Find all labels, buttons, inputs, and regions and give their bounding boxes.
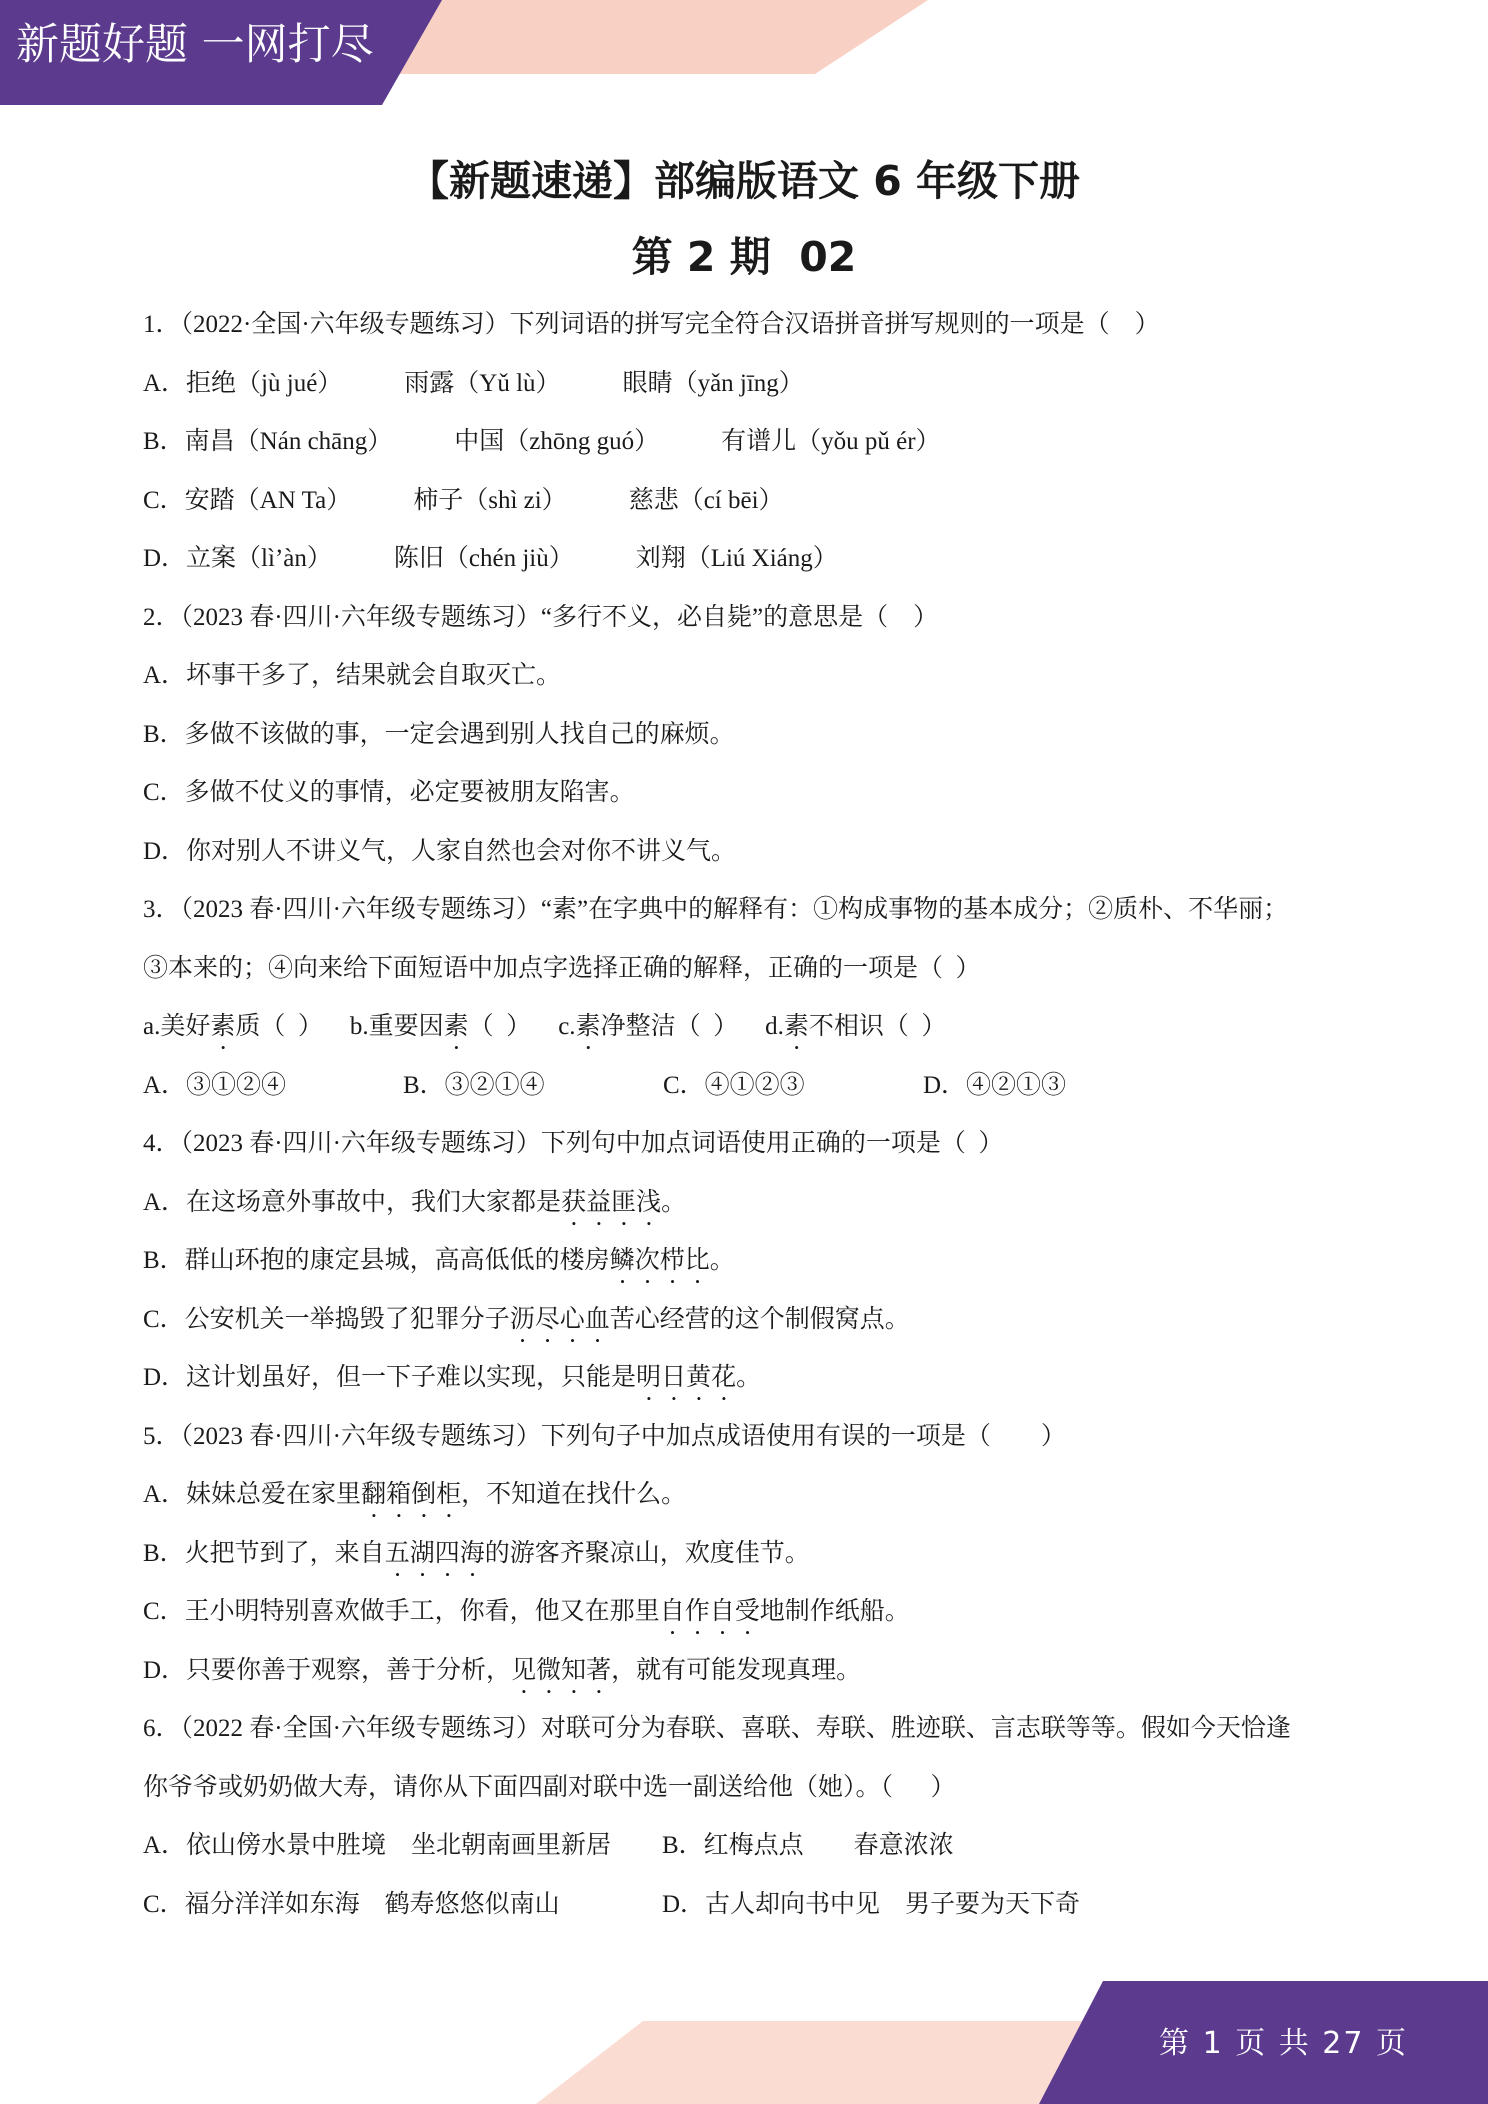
emphasized-phrase: 沥尽心血 <box>509 1305 610 1333</box>
header-pink-band <box>380 0 928 74</box>
phrase-text: d. <box>765 1013 784 1040</box>
q5-option-b <box>143 1525 1373 1584</box>
emphasized-char: 素 <box>210 1013 236 1040</box>
emphasized-phrase: 获益匪浅 <box>561 1188 662 1216</box>
phrase-item <box>558 998 738 1057</box>
q5-stem: 5．（2023 春·四川·六年级专题练习）下列句子中加点成语使用有误的一项是（ ） <box>143 1422 1066 1450</box>
q2-option-b: B．多做不该做的事，一定会遇到别人找自己的麻烦。 <box>143 720 735 748</box>
q6-options-ab <box>143 1817 1373 1876</box>
option-text-tail: 的游客齐聚凉山，欢度佳节。 <box>484 1539 810 1567</box>
q3-phrases <box>143 998 1373 1057</box>
q2-option-d: D．你对别人不讲义气，人家自然也会对你不讲义气。 <box>143 837 737 865</box>
q2-option-a: A．坏事干多了，结果就会自取灭亡。 <box>143 662 562 689</box>
emphasized-phrase: 五湖四海 <box>384 1539 485 1567</box>
emphasized-phrase: 自作自受 <box>659 1598 760 1625</box>
q4-option-a <box>143 1174 1373 1233</box>
option-item: 慈悲（cí bēi） <box>628 486 784 514</box>
q4-option-c <box>143 1291 1373 1350</box>
option-text: D．这计划虽好，但一下子难以实现，只能是 <box>143 1364 637 1391</box>
option-item: 刘翔（Liú Xiáng） <box>635 545 838 572</box>
phrase-text-tail: 不相识（ ） <box>808 1013 947 1040</box>
option-text: C．公安机关一举捣毁了犯罪分子 <box>143 1305 510 1333</box>
q5-option-a <box>143 1466 1373 1525</box>
option-item: 中国（zhōng guó） <box>454 428 660 455</box>
document-subtitle: 第 2 期 02 <box>631 233 857 281</box>
phrase-item <box>765 998 946 1057</box>
phrase-text: b.重要因 <box>349 1013 444 1040</box>
q1-stem: 1．（2022·全国·六年级专题练习）下列词语的拼写完全符合汉语拼音拼写规则的一项是（ ） <box>143 311 1160 338</box>
q3-option-b: B．③②①④ <box>403 1071 545 1099</box>
option-item: A．拒绝（jù jué） <box>143 369 343 397</box>
emphasized-char: 素 <box>575 1013 601 1040</box>
option-text: A．妹妹总爱在家里 <box>143 1481 362 1508</box>
option-text: A．在这场意外事故中，我们大家都是 <box>143 1188 562 1216</box>
emphasized-phrase: 翻箱倒柜 <box>361 1481 462 1508</box>
q6-option-c: C．福分洋洋如东海 鹤寿悠悠似南山 <box>143 1890 560 1918</box>
q6-options-cd <box>143 1876 1373 1935</box>
q4-option-d <box>143 1349 1373 1408</box>
document-title: 【新题速递】部编版语文 6 年级下册 <box>407 157 1081 205</box>
option-item: D．立案（lì’àn） <box>143 545 332 572</box>
q1-option-d <box>143 530 1373 589</box>
q1-option-a <box>143 355 1373 414</box>
phrase-text-tail: 质（ ） <box>235 1013 323 1040</box>
option-item: 柿子（shì zi） <box>413 486 567 514</box>
q2-option-c: C．多做不仗义的事情，必定要被朋友陷害。 <box>143 779 635 806</box>
option-item: 陈旧（chén jiù） <box>393 545 574 572</box>
q2-stem: 2．（2023 春·四川·六年级专题练习）“多行不义，必自毙”的意思是（ ） <box>143 603 939 631</box>
question-list <box>143 296 1373 1934</box>
option-text: C．王小明特别喜欢做手工，你看，他又在那里 <box>143 1598 660 1625</box>
footer-pink-band <box>536 2021 1113 2104</box>
q6-stem-line-1: 6．（2022 春·全国·六年级专题练习）对联可分为春联、喜联、寿联、胜迹联、言志联等等。假如今天恰逢 <box>143 1715 1291 1742</box>
option-text: D．只要你善于观察，善于分析， <box>143 1656 512 1684</box>
q5-option-d <box>143 1642 1373 1701</box>
q3-option-d: D．④②①③ <box>923 1071 1067 1099</box>
emphasized-phrase: 见微知著 <box>511 1656 612 1684</box>
q6-option-d: D．古人却向书中见 男子要为天下奇 <box>662 1890 1081 1918</box>
q6-stem-line-2: 你爷爷或奶奶做大寿，请你从下面四副对联中选一副送给他（她）。（ ） <box>143 1773 956 1801</box>
q3-option-c: C．④①②③ <box>663 1071 805 1099</box>
q3-stem-line-1: 3．（2023 春·四川·六年级专题练习）“素”在字典中的解释有：①构成事物的基本成分；②质朴、不华丽； <box>143 896 1289 923</box>
emphasized-char: 素 <box>443 1013 469 1040</box>
q3-options <box>143 1057 1373 1116</box>
option-text-tail: 。 <box>709 1247 735 1274</box>
option-text-tail: 。 <box>736 1364 762 1391</box>
phrase-text: c. <box>558 1013 576 1040</box>
q4-stem: 4．（2023 春·四川·六年级专题练习）下列句中加点词语使用正确的一项是（ ） <box>143 1130 1004 1157</box>
option-text: B．群山环抱的康定县城，高高低低的楼房 <box>143 1247 610 1274</box>
phrase-text-tail: 净整洁（ ） <box>600 1013 739 1040</box>
option-text-tail: ，不知道在找什么。 <box>461 1481 687 1508</box>
phrase-text: a.美好 <box>143 1013 211 1040</box>
phrase-item <box>143 998 323 1057</box>
q6-option-a: A．依山傍水景中胜境 坐北朝南画里新居 <box>143 1832 612 1859</box>
q1-option-c <box>143 472 1373 531</box>
q5-option-c <box>143 1583 1373 1642</box>
header-banner-text: 新题好题 一网打尽 <box>16 20 374 70</box>
emphasized-char: 素 <box>783 1013 809 1040</box>
q3-stem-line-2: ③本来的；④向来给下面短语中加点字选择正确的解释，正确的一项是（ ） <box>143 954 981 982</box>
phrase-text-tail: （ ） <box>468 1013 532 1040</box>
option-item: C．安踏（AN Ta） <box>143 486 352 514</box>
option-text-tail: 地制作纸船。 <box>759 1598 910 1625</box>
option-item: 有谱儿（yǒu pǔ ér） <box>721 428 941 455</box>
q1-option-b <box>143 413 1373 472</box>
page-number: 第 1 页 共 27 页 <box>1159 2026 1408 2061</box>
phrase-item <box>350 998 531 1057</box>
option-text-tail: 。 <box>661 1188 687 1216</box>
q6-option-b: B．红梅点点 春意浓浓 <box>662 1832 954 1859</box>
option-item: 眼睛（yǎn jīng） <box>622 369 804 397</box>
q3-option-a: A．③①②④ <box>143 1071 287 1099</box>
emphasized-phrase: 鳞次栉比 <box>609 1247 710 1274</box>
option-item: B．南昌（Nán chāng） <box>143 428 393 455</box>
option-item: 雨露（Yǔ lù） <box>404 369 561 397</box>
q4-option-b <box>143 1232 1373 1291</box>
option-text-tail: 苦心经营的这个制假窝点。 <box>609 1305 910 1333</box>
emphasized-phrase: 明日黄花 <box>636 1364 737 1391</box>
option-text: B．火把节到了，来自 <box>143 1539 385 1567</box>
option-text-tail: ，就有可能发现真理。 <box>611 1656 862 1684</box>
